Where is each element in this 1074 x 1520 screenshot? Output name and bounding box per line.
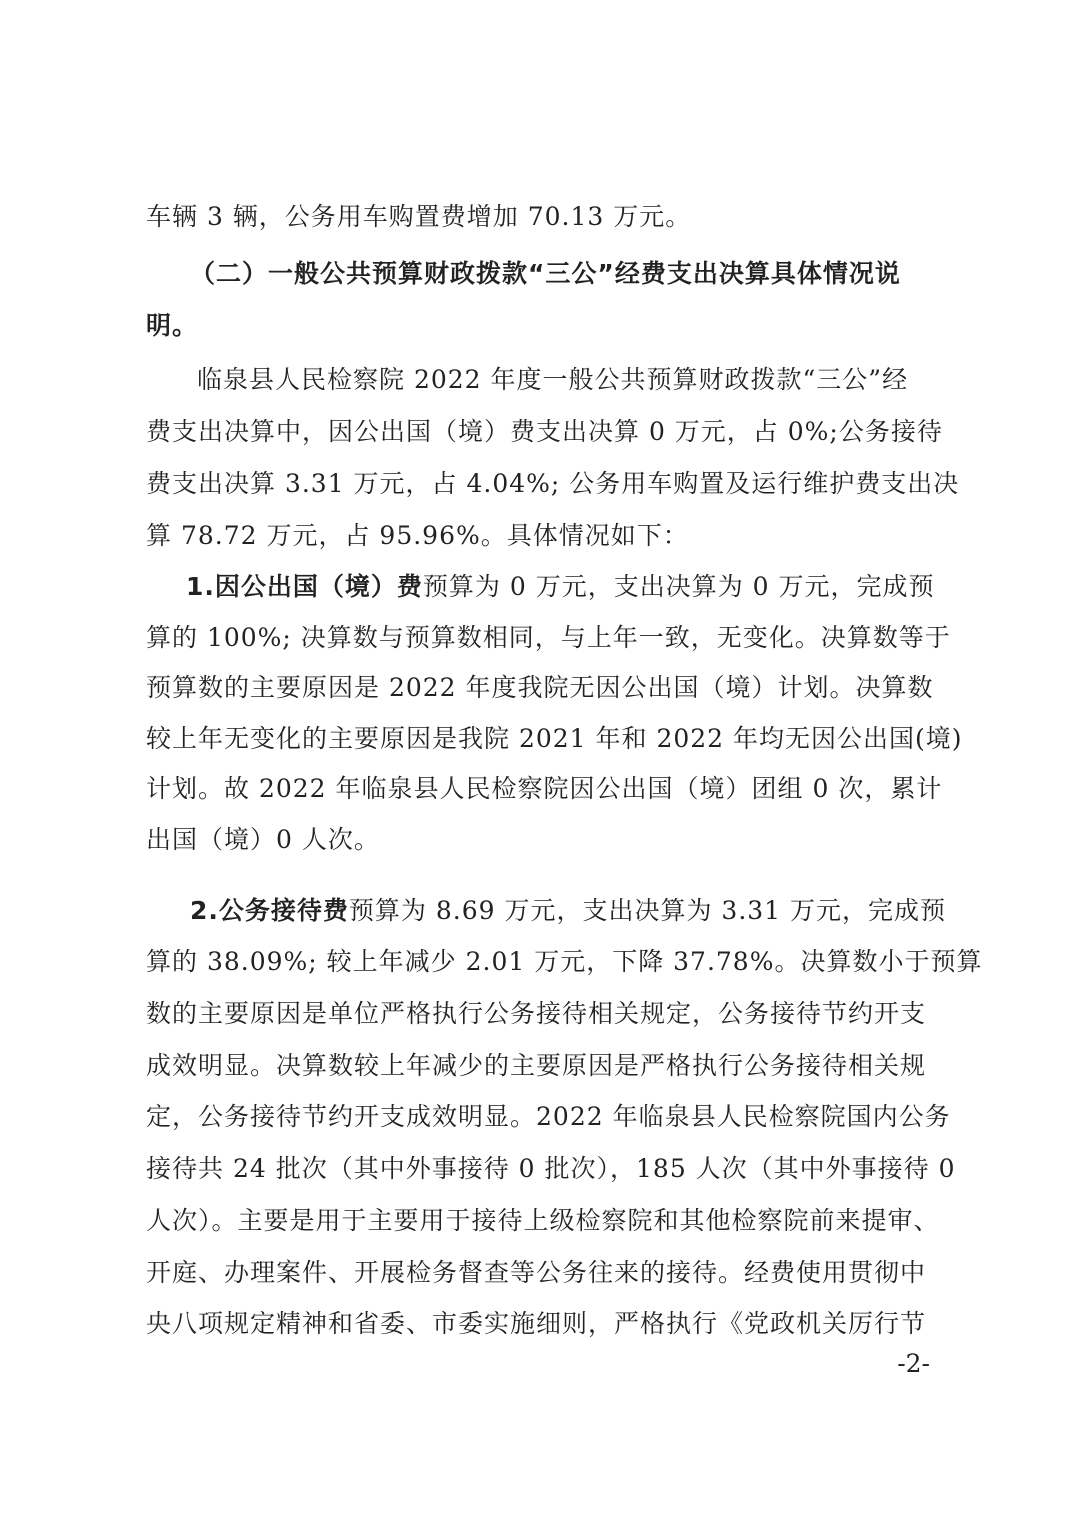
section-heading-line-1 xyxy=(190,254,990,294)
body-line-16 xyxy=(146,994,946,1034)
item-2-line-1 xyxy=(190,891,990,931)
line-text: 计划。故 2022 年临泉县人民检察院因公出国（境）团组 0 次，累计 xyxy=(146,774,943,803)
item-1-line-1 xyxy=(186,567,986,607)
line-text: 较上年无变化的主要原因是我院 2021 年和 2022 年均无因公出国(境) xyxy=(146,724,963,753)
body-line-7 xyxy=(146,516,946,556)
body-line-18 xyxy=(146,1097,951,1137)
body-line-20 xyxy=(146,1201,946,1241)
line-text: 算 78.72 万元，占 95.96%。具体情况如下： xyxy=(146,521,689,550)
body-line-11 xyxy=(146,719,963,759)
line-text: 算的 38.09%; 较上年减少 2.01 万元，下降 37.78%。决算数小于预算 xyxy=(146,947,983,976)
line-text: 人次）。主要是用于主要用于接待上级检察院和其他检察院前来提审、 xyxy=(146,1206,940,1235)
line-text: 临泉县人民检察院 2022 年度一般公共预算财政拨款“三公”经 xyxy=(197,365,909,394)
line-text: 费支出决算中，因公出国（境）费支出决算 0 万元，占 0%;公务接待 xyxy=(146,417,943,446)
body-line-19 xyxy=(146,1149,956,1189)
line-text: 费支出决算 3.31 万元，占 4.04%; 公务用车购置及运行维护费支出决 xyxy=(146,469,960,498)
body-line-1 xyxy=(146,197,946,237)
line-text: 预算为 8.69 万元，支出决算为 3.31 万元，完成预 xyxy=(348,896,947,925)
line-text: 算的 100%; 决算数与预算数相同，与上年一致，无变化。决算数等于 xyxy=(146,623,951,652)
page-number: -2- xyxy=(897,1349,930,1378)
item-heading: 2.公务接待费 xyxy=(190,896,349,925)
line-text: 央八项规定精神和省委、市委实施细则，严格执行《党政机关厉行节 xyxy=(146,1309,927,1338)
line-text: 预算为 0 万元，支出决算为 0 万元，完成预 xyxy=(422,572,935,601)
line-text: 数的主要原因是单位严格执行公务接待相关规定，公务接待节约开支 xyxy=(146,999,927,1028)
line-text: 接待共 24 批次（其中外事接待 0 批次），185 人次（其中外事接待 0 xyxy=(146,1154,956,1183)
body-line-15 xyxy=(146,942,983,982)
line-text: 定，公务接待节约开支成效明显。2022 年临泉县人民检察院国内公务 xyxy=(146,1102,951,1131)
section-heading-line-2 xyxy=(146,306,946,346)
item-heading: 1.因公出国（境）费 xyxy=(186,572,423,601)
body-line-5 xyxy=(146,412,946,452)
line-text: 预算数的主要原因是 2022 年度我院无因公出国（境）计划。决算数 xyxy=(146,673,934,702)
section-heading: 明。 xyxy=(146,311,199,340)
body-line-21 xyxy=(146,1253,946,1293)
body-line-22 xyxy=(146,1304,946,1344)
body-line-10 xyxy=(146,668,946,708)
line-text: 成效明显。决算数较上年减少的主要原因是严格执行公务接待相关规 xyxy=(146,1051,927,1080)
body-line-17 xyxy=(146,1046,946,1086)
line-text: 车辆 3 辆，公务用车购置费增加 70.13 万元。 xyxy=(146,202,692,231)
body-line-12 xyxy=(146,769,946,809)
body-line-6 xyxy=(146,464,960,504)
body-line-9 xyxy=(146,618,951,658)
body-line-4 xyxy=(197,360,997,400)
line-text: 开庭、办理案件、开展检务督查等公务往来的接待。经费使用贯彻中 xyxy=(146,1258,927,1287)
section-heading: （二）一般公共预算财政拨款“三公”经费支出决算具体情况说 xyxy=(190,259,901,288)
line-text: 出国（境）0 人次。 xyxy=(146,825,380,854)
body-line-13 xyxy=(146,820,946,860)
